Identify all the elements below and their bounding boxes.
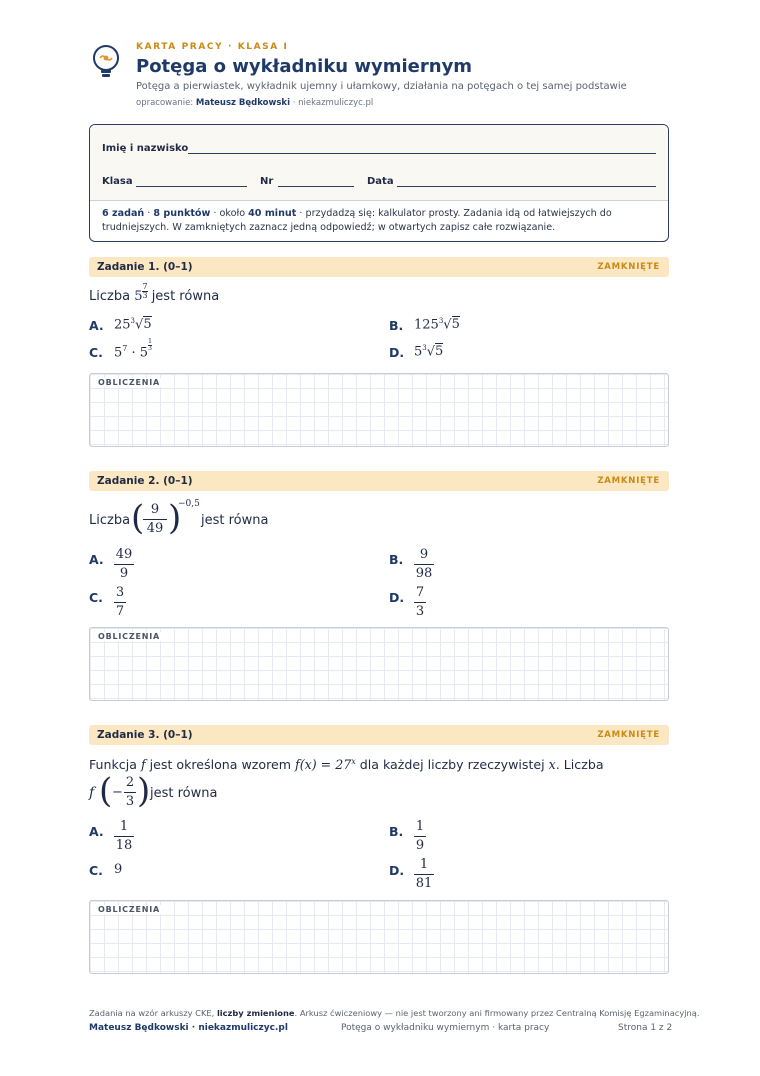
task-2-option-c[interactable]: 3 7: [115, 585, 125, 619]
task-3-question-minus: −: [112, 785, 123, 800]
nr-label: Nr: [260, 176, 274, 187]
page-header: [90, 42, 670, 112]
worksheet-kicker: KARTA PRACY · KLASA I: [136, 42, 289, 52]
task-3-option-a-letter[interactable]: A.: [89, 824, 104, 839]
work-area-label: OBLICZENIA: [98, 632, 160, 641]
class-field[interactable]: [136, 186, 247, 187]
task-3-work-area[interactable]: [89, 900, 669, 974]
footer-disclaimer: Zadania na wzór arkuszy CKE, liczby zmienione. Arkusz ćwiczeniowy — nie jest tworzony ani firmowany przez Centralną Komisję Egzaminacyjną.: [89, 1008, 700, 1018]
task-1-option-c-letter[interactable]: C.: [89, 345, 103, 360]
name-field[interactable]: [188, 153, 656, 154]
task-2-option-b-letter[interactable]: B.: [389, 552, 404, 567]
task-1-work-area[interactable]: [89, 373, 669, 447]
task-3-question-line-1: Funkcja f jest określona wzorem $f(x) = 27^x$ dla każdej liczby rzeczywistej x. Liczba: [89, 757, 604, 773]
task-3-option-c[interactable]: 9: [114, 862, 123, 877]
task-3-option-b-letter[interactable]: B.: [389, 824, 404, 839]
nr-field[interactable]: [278, 186, 354, 187]
task-1-option-d[interactable]: $5^3√5$: [414, 344, 444, 360]
task-2-title: Zadanie 2. (0–1): [97, 475, 193, 487]
task-2-question-fraction: 9 49: [143, 502, 167, 537]
name-label: Imię i nazwisko: [102, 143, 189, 154]
task-1-header: [89, 257, 669, 277]
task-2-option-b[interactable]: 9 98: [415, 547, 433, 581]
task-2-header: [89, 471, 669, 491]
task-1-option-b-letter[interactable]: B.: [389, 318, 404, 333]
task-3-option-b[interactable]: 1 9: [415, 819, 425, 853]
task-3-paren-open: (: [99, 771, 113, 811]
task-1-question: Liczba 5 $\frac{7}{3}$ jest równa: [89, 282, 220, 304]
task-2-option-a-letter[interactable]: A.: [89, 552, 104, 567]
task-3-question-suffix: jest równa: [150, 786, 218, 801]
task-3-paren-close: ): [137, 771, 151, 811]
task-1-option-b[interactable]: $125^3√5$: [414, 317, 460, 333]
task-1-type-badge: ZAMKNIĘTE: [597, 262, 660, 272]
instructions-text: 6 zadań · 8 punktów · około 40 minut · przydadzą się: kalkulator prosty. Zadania idą od łatwiejszych do trudniejszych. W zamkniętych zaznacz jedną odpowiedź; w otwartych zapisz całe rozwiązanie.: [102, 208, 612, 233]
task-3-option-d-letter[interactable]: D.: [389, 863, 405, 878]
task-1-option-a-letter[interactable]: A.: [89, 318, 104, 333]
task-2-paren-open: (: [131, 498, 145, 538]
author-name: Mateusz Będkowski: [195, 98, 291, 108]
date-label: Data: [367, 176, 394, 187]
page-title: Potęga o wykładniku wymiernym: [136, 56, 473, 77]
work-area-label: OBLICZENIA: [98, 905, 160, 914]
footer-author: Mateusz Będkowski · niekazmuliczyc.pl: [89, 1023, 288, 1033]
task-2-option-c-letter[interactable]: C.: [89, 590, 103, 605]
task-3-type-badge: ZAMKNIĘTE: [597, 730, 660, 740]
task-3-title: Zadanie 3. (0–1): [97, 729, 193, 741]
date-field[interactable]: [397, 186, 656, 187]
student-info-box: [89, 124, 669, 242]
task-1-option-a[interactable]: $25^3√5$: [114, 317, 152, 333]
task-3-option-d[interactable]: 1 81: [415, 857, 433, 891]
task-2-question-suffix: jest równa: [201, 513, 269, 528]
task-3-option-c-letter[interactable]: C.: [89, 863, 103, 878]
task-2-paren-close: ): [168, 498, 182, 538]
class-label: Klasa: [102, 176, 133, 187]
task-2-question-exponent: −0,5: [178, 499, 200, 509]
task-3-question-fraction: 2 3: [125, 775, 135, 809]
lightbulb-icon: [90, 44, 122, 80]
task-2-type-badge: ZAMKNIĘTE: [597, 476, 660, 486]
task-2-work-area[interactable]: [89, 627, 669, 701]
author-line: opracowanie: Mateusz Będkowski · niekazmuliczyc.pl: [136, 98, 374, 108]
work-area-label: OBLICZENIA: [98, 378, 160, 387]
task-2-option-d[interactable]: 7 3: [415, 585, 425, 619]
footer-title: Potęga o wykładniku wymiernym · karta pracy: [341, 1023, 550, 1033]
task-2-option-a[interactable]: 49 9: [115, 547, 133, 581]
task-1-option-c[interactable]: $5^7 \cdot 5$ $\frac{1}{3}$: [114, 338, 152, 361]
task-3-header: [89, 725, 669, 745]
task-2-question-prefix: Liczba: [89, 513, 131, 528]
task-1-title: Zadanie 1. (0–1): [97, 261, 193, 273]
task-3-question-f: f: [89, 785, 95, 801]
task-2-option-d-letter[interactable]: D.: [389, 590, 405, 605]
task-3-option-a[interactable]: 1 18: [115, 819, 133, 853]
page-number: Strona 1 z 2: [618, 1023, 673, 1033]
student-fields: [90, 125, 668, 201]
task-1-option-d-letter[interactable]: D.: [389, 345, 405, 360]
page-subtitle: Potęga a pierwiastek, wykładnik ujemny i ułamkowy, działania na potęgach o tej samej podstawie: [136, 81, 627, 92]
